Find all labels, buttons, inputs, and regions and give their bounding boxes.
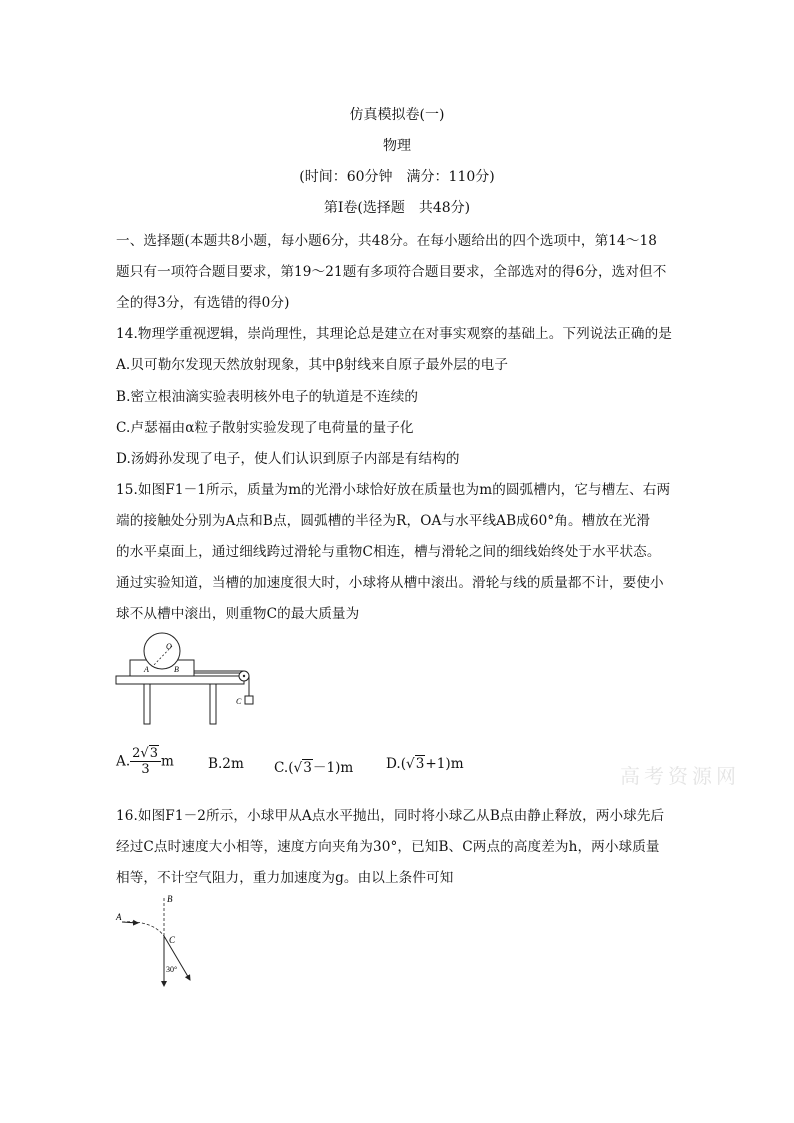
q15-option-a: A. $\frac{2√3}{3}$ m [116,746,174,777]
q15-stem-line-4: 通过实验知道，当槽的加速度很大时，小球将从槽中滚出。滑轮与线的质量都不计，要使小 [116,575,664,591]
figure-f1-1 [110,628,270,730]
q15-option-b: B.2m [208,756,244,772]
label-c: C [236,697,242,706]
table-top [116,676,244,684]
weight-c [245,696,253,704]
label-a: A [144,665,149,674]
q15-option-c: C.(√3－1)m [274,760,354,776]
q14-option-d: D.汤姆孙发现了电子，使人们认识到原子内部是有结构的 [116,451,460,467]
initial-velocity-arrow [122,922,138,923]
instructions-line-3: 全的得3分，有选错的得0分) [116,295,290,311]
q16-stem-line-2: 经过C点时速度大小相等，速度方向夹角为30°，已知B、C两点的高度差为h，两小球质量 [116,839,660,855]
table-leg-right [210,684,216,724]
section-title: 第Ⅰ卷(选择题 共48分) [323,200,471,216]
q16-stem-line-3: 相等，不计空气阻力，重力加速度为g。由以上条件可知 [116,870,454,886]
q14-stem: 14.物理学重视逻辑，崇尚理性，其理论总是建立在对事实观察的基础上。下列说法正确的是 [116,326,672,342]
table-leg-left [144,684,150,724]
q14-option-b: B.密立根油滴实验表明核外电子的轨道是不连续的 [116,389,419,405]
time-info: (时间：60分钟 满分：110分) [299,169,495,185]
pulley-axle [243,675,245,677]
angle-label: 30° [166,965,178,974]
label-a: A [116,912,122,922]
q15-option-d: D.(√3+1)m [386,756,464,772]
q15-stem-line-5: 球不从槽中滚出，则重物C的最大质量为 [116,606,360,622]
exam-title: 仿真模拟卷(一) [349,107,445,123]
q15-stem-line-3: 的水平桌面上，通过细线跨过滑轮与重物C相连，槽与滑轮之间的细线始终处于水平状态。 [116,544,661,560]
label-b: B [167,894,173,904]
instructions-line-2: 题只有一项符合题目要求，第19～21题有多项符合题目要求，全部选对的得6分，选对但不 [116,264,667,280]
q14-option-c: C.卢瑟福由α粒子散射实验发现了电荷量的量子化 [116,420,414,436]
q15-stem-line-2: 端的接触处分别为A点和B点，圆弧槽的半径为R，OA与水平线AB成60°角。槽放在光滑 [116,513,651,529]
ball [144,633,180,669]
q14-option-a: A.贝可勒尔发现天然放射现象，其中β射线来自原子最外层的电子 [116,357,509,373]
figure-f1-2 [112,892,204,992]
subject-title: 物理 [383,138,411,154]
instructions-line-1: 一、选择题(本题共8小题，每小题6分，共48分。在每小题给出的四个选项中，第14～18 [116,233,657,249]
q15-stem-line-1: 15.如图F1－1所示，质量为m的光滑小球恰好放在质量也为m的圆弧槽内，它与槽左、右两 [116,482,671,498]
q16-stem-line-1: 16.如图F1－2所示，小球甲从A点水平抛出，同时将小球乙从B点由静止释放，两小球先后 [116,808,665,824]
label-b: B [174,665,179,674]
watermark: 高考资源网 [620,764,740,788]
projectile-path-a [122,922,164,936]
fraction: $\frac{2√3}{3}$ [130,746,161,777]
label-c: C [169,935,176,945]
label-o: O [166,642,172,651]
